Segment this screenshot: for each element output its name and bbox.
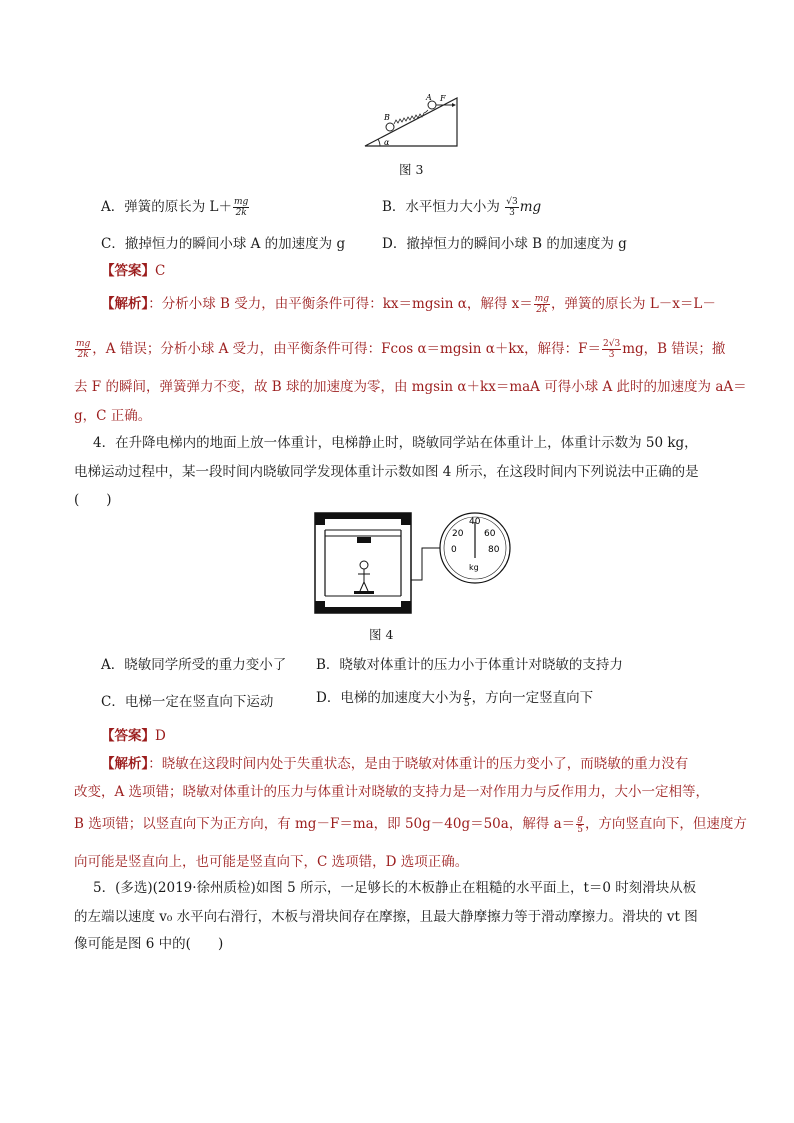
elevator-outer xyxy=(315,513,411,613)
q3-answer: 【答案】C xyxy=(101,263,166,279)
scale-unit: kg xyxy=(469,563,479,572)
q4-stem-line-1: 4．在升降电梯内的地面上放一体重计，电梯静止时，晓敏同学站在体重计上，体重计示数为 50 kg， xyxy=(93,435,698,451)
q4-analysis-line-3: B 选项错；以竖直向下为正方向，有 mg－F＝ma，即 50g－40g＝50a，解得 a＝ $\frac{g}{5}$ ，方向竖直向下，但速度方 xyxy=(74,814,747,835)
q4-option-b[interactable]: B．晓敏对体重计的压力小于体重计对晓敏的支持力 xyxy=(316,657,623,673)
q5-stem-line-2: 的左端以速度 v₀ 水平向右滑行，木板与滑块间存在摩擦，且最大静摩擦力等于滑动摩擦力。滑块的 vt 图 xyxy=(74,909,698,925)
q5-stem-line-1: 5．(多选)(2019·徐州质检)如图 5 所示，一足够长的木板静止在粗糙的水平面上，t＝0 时刻滑块从板 xyxy=(93,880,697,896)
label-b: B xyxy=(384,113,390,122)
q3-analysis-line-1: 【解析】：分析小球 B 受力，由平衡条件可得：kx＝mgsin α，解得 x＝ $\frac{mg}{2k}$ ，弹簧的原长为 L－x＝L－ xyxy=(101,294,716,315)
ball-b xyxy=(386,123,394,131)
q3-option-a[interactable]: A．弹簧的原长为 L＋ $\frac{mg}{2k}$ xyxy=(101,197,249,218)
q5-stem-line-3: 像可能是图 6 中的( ) xyxy=(74,936,224,952)
figure-4-elevator xyxy=(312,508,512,618)
scale-tick-0: 0 xyxy=(451,545,457,555)
label-f: F xyxy=(440,94,446,103)
figure-4-caption: 图 4 xyxy=(369,627,394,642)
figure-3-incline xyxy=(360,90,470,152)
q4-option-d[interactable]: D．电梯的加速度大小为 $\frac{g}{5}$ ，方向一定竖直向下 xyxy=(316,688,594,709)
figure-3-caption: 图 3 xyxy=(399,162,424,177)
q3-analysis-line-3: 去 F 的瞬间，弹簧弹力不变，故 B 球的加速度为零，由 mgsin α＋kx＝maA 可得小球 A 此时的加速度为 aA＝ xyxy=(74,379,747,395)
ball-a xyxy=(428,101,436,109)
q4-analysis-line-2: 改变，A 选项错；晓敏对体重计的压力与体重计对晓敏的支持力是一对作用力与反作用力，大小一定相等， xyxy=(74,784,710,800)
q4-option-a[interactable]: A．晓敏同学所受的重力变小了 xyxy=(101,657,287,673)
scale-platform xyxy=(354,591,374,594)
scale-tick-20: 20 xyxy=(452,529,464,539)
label-a: A xyxy=(426,93,432,102)
q4-stem-line-3: ( ) xyxy=(74,492,112,508)
person-head xyxy=(360,561,368,569)
q3-option-d[interactable]: D．撤掉恒力的瞬间小球 B 的加速度为 g xyxy=(382,236,627,252)
scale-tick-60: 60 xyxy=(484,529,496,539)
q3-option-b[interactable]: B．水平恒力大小为 $\frac{√3}{3}$ mg xyxy=(382,197,542,218)
angle-arc xyxy=(378,139,380,146)
q3-option-c[interactable]: C．撤掉恒力的瞬间小球 A 的加速度为 g xyxy=(101,236,346,252)
q3-analysis-line-2: $\frac{mg}{2k}$ ，A 错误；分析小球 A 受力，由平衡条件可得：Fcos α＝mgsin α＋kx，解得：F＝ $\frac{2√3}{3}$ mg，B 错误；撤 xyxy=(76,339,726,360)
q4-analysis-line-4: 向可能是竖直向上，也可能是竖直向下，C 选项错，D 选项正确。 xyxy=(74,854,469,870)
scale-tick-80: 80 xyxy=(488,545,500,555)
q3-analysis-line-4: g，C 正确。 xyxy=(74,408,152,424)
q4-answer: 【答案】D xyxy=(101,728,166,744)
q4-stem-line-2: 电梯运动过程中，某一段时间内晓敏同学发现体重计示数如图 4 所示，在这段时间内下列说法中正确的是 xyxy=(74,464,699,480)
q4-analysis-line-1: 【解析】：晓敏在这段时间内处于失重状态，是由于晓敏对体重计的压力变小了，而晓敏的重力没有 xyxy=(101,756,689,772)
label-alpha: α xyxy=(384,138,390,147)
q4-option-c[interactable]: C．电梯一定在竖直向下运动 xyxy=(101,694,274,710)
ceiling-lamp xyxy=(357,537,371,543)
scale-tick-40: 40 xyxy=(469,517,481,527)
